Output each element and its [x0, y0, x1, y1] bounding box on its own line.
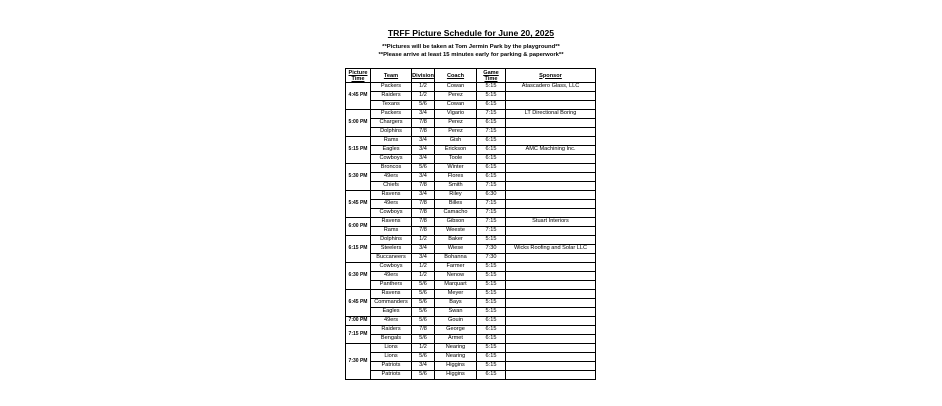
coach-cell: Gibson: [435, 218, 477, 227]
picture-time-cell: 7:30 PM: [346, 344, 371, 380]
table-row: [346, 191, 596, 200]
game-time-cell: 6:15: [477, 173, 506, 182]
division-cell: 3/4: [412, 254, 435, 263]
table-row: [346, 146, 596, 155]
coach-cell: Baker: [435, 236, 477, 245]
sponsor-cell: [506, 191, 596, 200]
game-time-cell: 6:15: [477, 335, 506, 344]
game-time-cell: 7:15: [477, 209, 506, 218]
game-time-cell: 7:15: [477, 128, 506, 137]
division-cell: 7/8: [412, 128, 435, 137]
team-cell: 49ers: [371, 173, 412, 182]
table-row: [346, 344, 596, 353]
division-cell: 5/6: [412, 281, 435, 290]
division-cell: 5/6: [412, 164, 435, 173]
team-cell: Ravens: [371, 218, 412, 227]
game-time-cell: 6:15: [477, 146, 506, 155]
table-row: [346, 362, 596, 371]
division-cell: 5/6: [412, 335, 435, 344]
table-row: [346, 218, 596, 227]
coach-cell: Camacho: [435, 209, 477, 218]
game-time-cell: 6:15: [477, 137, 506, 146]
table-row: [346, 254, 596, 263]
picture-time-cell: 5:45 PM: [346, 191, 371, 218]
sponsor-cell: [506, 101, 596, 110]
sponsor-cell: [506, 164, 596, 173]
game-time-cell: 5:15: [477, 362, 506, 371]
coach-cell: George: [435, 326, 477, 335]
coach-cell: Bohanna: [435, 254, 477, 263]
team-cell: 49ers: [371, 200, 412, 209]
team-cell: Lions: [371, 353, 412, 362]
game-time-cell: 6:30: [477, 191, 506, 200]
table-row: [346, 281, 596, 290]
game-time-cell: 7:15: [477, 182, 506, 191]
picture-time-cell: 6:00 PM: [346, 218, 371, 236]
game-time-cell: 6:15: [477, 317, 506, 326]
game-time-cell: 7:15: [477, 200, 506, 209]
team-cell: Patriots: [371, 371, 412, 380]
team-cell: Ravens: [371, 290, 412, 299]
table-row: [346, 164, 596, 173]
table-row: [346, 272, 596, 281]
table-row: [346, 308, 596, 317]
coach-cell: Nearing: [435, 353, 477, 362]
division-cell: 7/8: [412, 218, 435, 227]
table-row: [346, 137, 596, 146]
division-cell: 5/6: [412, 299, 435, 308]
picture-time-cell: 6:15 PM: [346, 236, 371, 263]
game-time-cell: 6:15: [477, 164, 506, 173]
header-picture-time: Picture Time: [346, 69, 371, 83]
page-title: TRFF Picture Schedule for June 20, 2025: [387, 28, 555, 38]
sponsor-cell: [506, 335, 596, 344]
team-cell: Rams: [371, 137, 412, 146]
division-cell: 7/8: [412, 227, 435, 236]
table-row: [346, 200, 596, 209]
sponsor-cell: [506, 236, 596, 245]
coach-cell: Billes: [435, 200, 477, 209]
division-cell: 3/4: [412, 245, 435, 254]
team-cell: Eagles: [371, 308, 412, 317]
sponsor-cell: [506, 353, 596, 362]
table-row: [346, 119, 596, 128]
coach-cell: Swan: [435, 308, 477, 317]
game-time-cell: 5:15: [477, 236, 506, 245]
table-row: [346, 290, 596, 299]
sponsor-cell: [506, 272, 596, 281]
coach-cell: Vigario: [435, 110, 477, 119]
team-cell: Buccaneers: [371, 254, 412, 263]
sponsor-cell: [506, 344, 596, 353]
table-row: [346, 299, 596, 308]
coach-cell: Gish: [435, 137, 477, 146]
division-cell: 5/6: [412, 371, 435, 380]
team-cell: Dolphins: [371, 236, 412, 245]
division-cell: 7/8: [412, 200, 435, 209]
sponsor-cell: [506, 281, 596, 290]
coach-cell: Higgins: [435, 362, 477, 371]
table-row: [346, 227, 596, 236]
sponsor-cell: Atascadero Glass, LLC: [506, 83, 596, 92]
sponsor-cell: [506, 227, 596, 236]
picture-time-cell: 6:30 PM: [346, 263, 371, 290]
team-cell: Bengals: [371, 335, 412, 344]
game-time-cell: 5:15: [477, 290, 506, 299]
coach-cell: Bays: [435, 299, 477, 308]
sponsor-cell: [506, 155, 596, 164]
table-row: [346, 371, 596, 380]
game-time-cell: 5:15: [477, 281, 506, 290]
coach-cell: Farmer: [435, 263, 477, 272]
division-cell: 7/8: [412, 209, 435, 218]
sponsor-cell: Stuart Interiors: [506, 218, 596, 227]
sponsor-cell: [506, 182, 596, 191]
game-time-cell: 6:15: [477, 371, 506, 380]
note-arrival: **Please arrive at least 15 minutes early for parking & paperwork**: [378, 52, 564, 58]
game-time-cell: 5:15: [477, 299, 506, 308]
game-time-cell: 6:15: [477, 155, 506, 164]
team-cell: Patriots: [371, 362, 412, 371]
sponsor-cell: [506, 308, 596, 317]
header-game-time: Game Time: [477, 69, 506, 83]
division-cell: 5/6: [412, 308, 435, 317]
picture-time-cell: 7:00 PM: [346, 317, 371, 326]
division-cell: 5/6: [412, 290, 435, 299]
sponsor-cell: [506, 128, 596, 137]
game-time-cell: 5:15: [477, 272, 506, 281]
sponsor-cell: [506, 137, 596, 146]
game-time-cell: 5:15: [477, 308, 506, 317]
picture-time-cell: 5:30 PM: [346, 164, 371, 191]
team-cell: Commanders: [371, 299, 412, 308]
team-cell: Panthers: [371, 281, 412, 290]
coach-cell: Perez: [435, 128, 477, 137]
team-cell: Ravens: [371, 191, 412, 200]
game-time-cell: 5:15: [477, 83, 506, 92]
picture-time-cell: 5:00 PM: [346, 110, 371, 137]
coach-cell: Perez: [435, 119, 477, 128]
sponsor-cell: LT Directional Boring: [506, 110, 596, 119]
game-time-cell: 6:15: [477, 353, 506, 362]
coach-cell: Riley: [435, 191, 477, 200]
sponsor-cell: [506, 290, 596, 299]
division-cell: 7/8: [412, 182, 435, 191]
division-cell: 1/2: [412, 236, 435, 245]
table-row: [346, 317, 596, 326]
coach-cell: Higgins: [435, 371, 477, 380]
team-cell: Steelers: [371, 245, 412, 254]
game-time-cell: 5:15: [477, 263, 506, 272]
table-row: [346, 245, 596, 254]
team-cell: Chiefs: [371, 182, 412, 191]
team-cell: Broncos: [371, 164, 412, 173]
team-cell: Eagles: [371, 146, 412, 155]
game-time-cell: 6:15: [477, 101, 506, 110]
division-cell: 1/2: [412, 263, 435, 272]
note-location: **Pictures will be taken at Tom Jermin Park by the playground**: [382, 44, 560, 50]
sponsor-cell: [506, 92, 596, 101]
sponsor-cell: [506, 362, 596, 371]
team-cell: Packers: [371, 83, 412, 92]
header-division: Division: [412, 69, 435, 83]
game-time-cell: 7:15: [477, 110, 506, 119]
division-cell: 3/4: [412, 146, 435, 155]
coach-cell: Cowan: [435, 83, 477, 92]
sponsor-cell: [506, 371, 596, 380]
picture-time-cell: 7:15 PM: [346, 326, 371, 344]
team-cell: Dolphins: [371, 128, 412, 137]
sponsor-cell: [506, 317, 596, 326]
table-row: [346, 92, 596, 101]
coach-cell: Toole: [435, 155, 477, 164]
division-cell: 1/2: [412, 272, 435, 281]
team-cell: Cowboys: [371, 209, 412, 218]
division-cell: 3/4: [412, 137, 435, 146]
division-cell: 1/2: [412, 83, 435, 92]
table-row: [346, 101, 596, 110]
team-cell: Rams: [371, 227, 412, 236]
coach-cell: Nearing: [435, 344, 477, 353]
coach-cell: Marquart: [435, 281, 477, 290]
division-cell: 7/8: [412, 326, 435, 335]
header-row: [346, 69, 596, 83]
team-cell: 49ers: [371, 272, 412, 281]
picture-time-cell: 4:45 PM: [346, 83, 371, 110]
table-row: [346, 335, 596, 344]
team-cell: Texans: [371, 101, 412, 110]
division-cell: 1/2: [412, 344, 435, 353]
team-cell: Raiders: [371, 92, 412, 101]
header-sponsor: Sponsor: [506, 69, 596, 83]
table-row: [346, 209, 596, 218]
team-cell: Chargers: [371, 119, 412, 128]
division-cell: 5/6: [412, 317, 435, 326]
picture-time-cell: 6:45 PM: [346, 290, 371, 317]
table-row: [346, 83, 596, 92]
coach-cell: Armet: [435, 335, 477, 344]
sponsor-cell: [506, 119, 596, 128]
division-cell: 5/6: [412, 353, 435, 362]
coach-cell: Erickson: [435, 146, 477, 155]
table-row: [346, 326, 596, 335]
coach-cell: Gouin: [435, 317, 477, 326]
team-cell: Lions: [371, 344, 412, 353]
sponsor-cell: [506, 173, 596, 182]
table-row: [346, 173, 596, 182]
sponsor-cell: [506, 263, 596, 272]
sponsor-cell: Wicks Roofing and Solar LLC: [506, 245, 596, 254]
division-cell: 3/4: [412, 155, 435, 164]
coach-cell: Cowan: [435, 101, 477, 110]
division-cell: 3/4: [412, 173, 435, 182]
team-cell: Cowboys: [371, 155, 412, 164]
division-cell: 3/4: [412, 110, 435, 119]
coach-cell: Perez: [435, 92, 477, 101]
coach-cell: Wiese: [435, 245, 477, 254]
game-time-cell: 6:15: [477, 119, 506, 128]
table-row: [346, 236, 596, 245]
coach-cell: Flores: [435, 173, 477, 182]
sponsor-cell: [506, 326, 596, 335]
division-cell: 7/8: [412, 119, 435, 128]
table-row: [346, 110, 596, 119]
schedule-table: [345, 68, 596, 380]
game-time-cell: 7:15: [477, 227, 506, 236]
game-time-cell: 7:30: [477, 245, 506, 254]
sponsor-cell: [506, 299, 596, 308]
header-coach: Coach: [435, 69, 477, 83]
sponsor-cell: [506, 200, 596, 209]
table-row: [346, 353, 596, 362]
division-cell: 3/4: [412, 191, 435, 200]
division-cell: 1/2: [412, 92, 435, 101]
team-cell: 49ers: [371, 317, 412, 326]
coach-cell: Weeste: [435, 227, 477, 236]
coach-cell: Nenow: [435, 272, 477, 281]
sponsor-cell: [506, 209, 596, 218]
game-time-cell: 7:15: [477, 218, 506, 227]
team-cell: Cowboys: [371, 263, 412, 272]
game-time-cell: 6:15: [477, 326, 506, 335]
division-cell: 5/6: [412, 101, 435, 110]
table-row: [346, 155, 596, 164]
coach-cell: Smith: [435, 182, 477, 191]
table-row: [346, 263, 596, 272]
header-team: Team: [371, 69, 412, 83]
game-time-cell: 7:30: [477, 254, 506, 263]
team-cell: Raiders: [371, 326, 412, 335]
game-time-cell: 5:15: [477, 344, 506, 353]
team-cell: Packers: [371, 110, 412, 119]
schedule-body: [346, 83, 596, 380]
coach-cell: Winter: [435, 164, 477, 173]
table-row: [346, 182, 596, 191]
picture-time-cell: 5:15 PM: [346, 137, 371, 164]
division-cell: 3/4: [412, 362, 435, 371]
game-time-cell: 5:15: [477, 92, 506, 101]
sponsor-cell: AMC Machining Inc.: [506, 146, 596, 155]
coach-cell: Meyer: [435, 290, 477, 299]
table-row: [346, 128, 596, 137]
sponsor-cell: [506, 254, 596, 263]
